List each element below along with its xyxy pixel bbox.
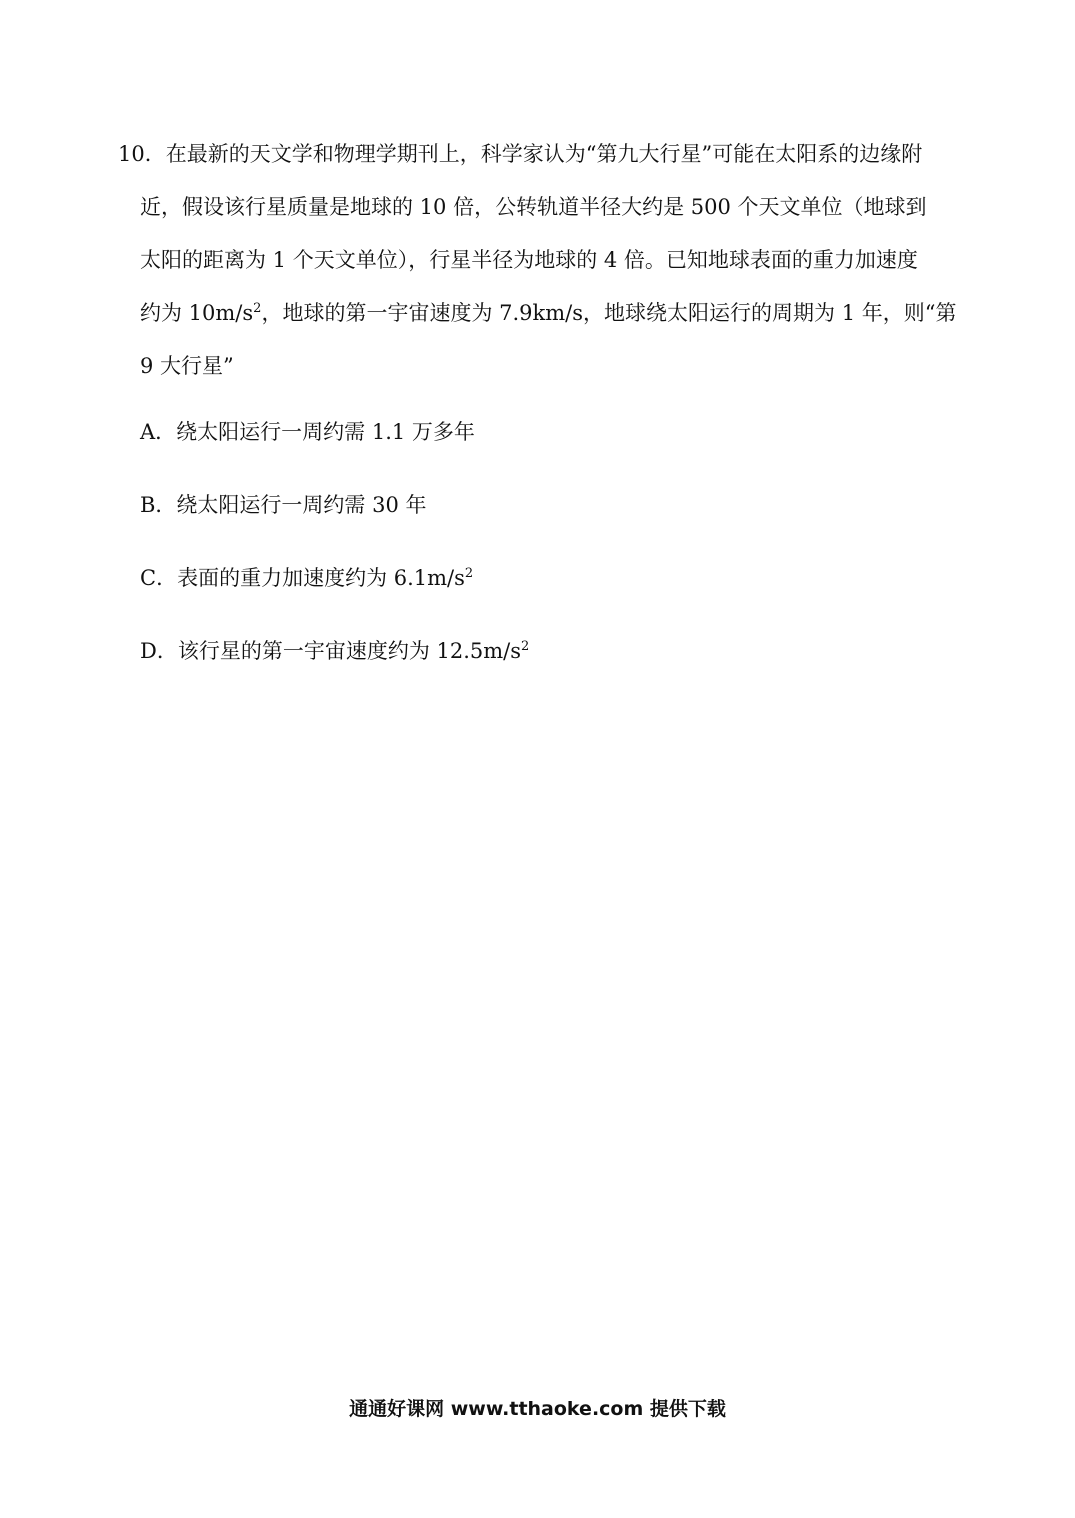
superscript: 2 — [521, 639, 530, 654]
option-d — [140, 629, 940, 673]
question-line — [118, 291, 958, 335]
option-a: A．绕太阳运行一周约需 1.1 万多年 — [140, 420, 475, 444]
question-line: 近，假设该行星质量是地球的 10 倍，公转轨道半径大约是 500 个天文单位（地球到 — [140, 195, 927, 219]
option-c — [140, 556, 940, 600]
answer-options — [140, 410, 940, 702]
question-text: 约为 10m/s — [140, 301, 254, 325]
question-line: 9 大行星” — [140, 354, 234, 378]
question-line: 太阳的距离为 1 个天文单位），行星半径为地球的 4 倍。已知地球表面的重力加速度 — [140, 248, 918, 272]
question-10 — [118, 132, 958, 397]
option-b: B．绕太阳运行一周约需 30 年 — [140, 493, 427, 517]
option-c-text: C．表面的重力加速度约为 6.1m/s — [140, 566, 465, 590]
superscript: 2 — [253, 301, 262, 316]
option-d-text: D．该行星的第一宇宙速度约为 12.5m/s — [140, 639, 522, 663]
question-text: ，地球的第一宇宙速度为 7.9km/s，地球绕太阳运行的周期为 1 年，则“第 — [261, 301, 957, 325]
question-line: 10．在最新的天文学和物理学期刊上，科学家认为“第九大行星”可能在太阳系的边缘附 — [118, 142, 923, 166]
page-footer: 通通好课网 www.tthaoke.com 提供下载 — [349, 1398, 726, 1420]
superscript: 2 — [464, 566, 474, 581]
